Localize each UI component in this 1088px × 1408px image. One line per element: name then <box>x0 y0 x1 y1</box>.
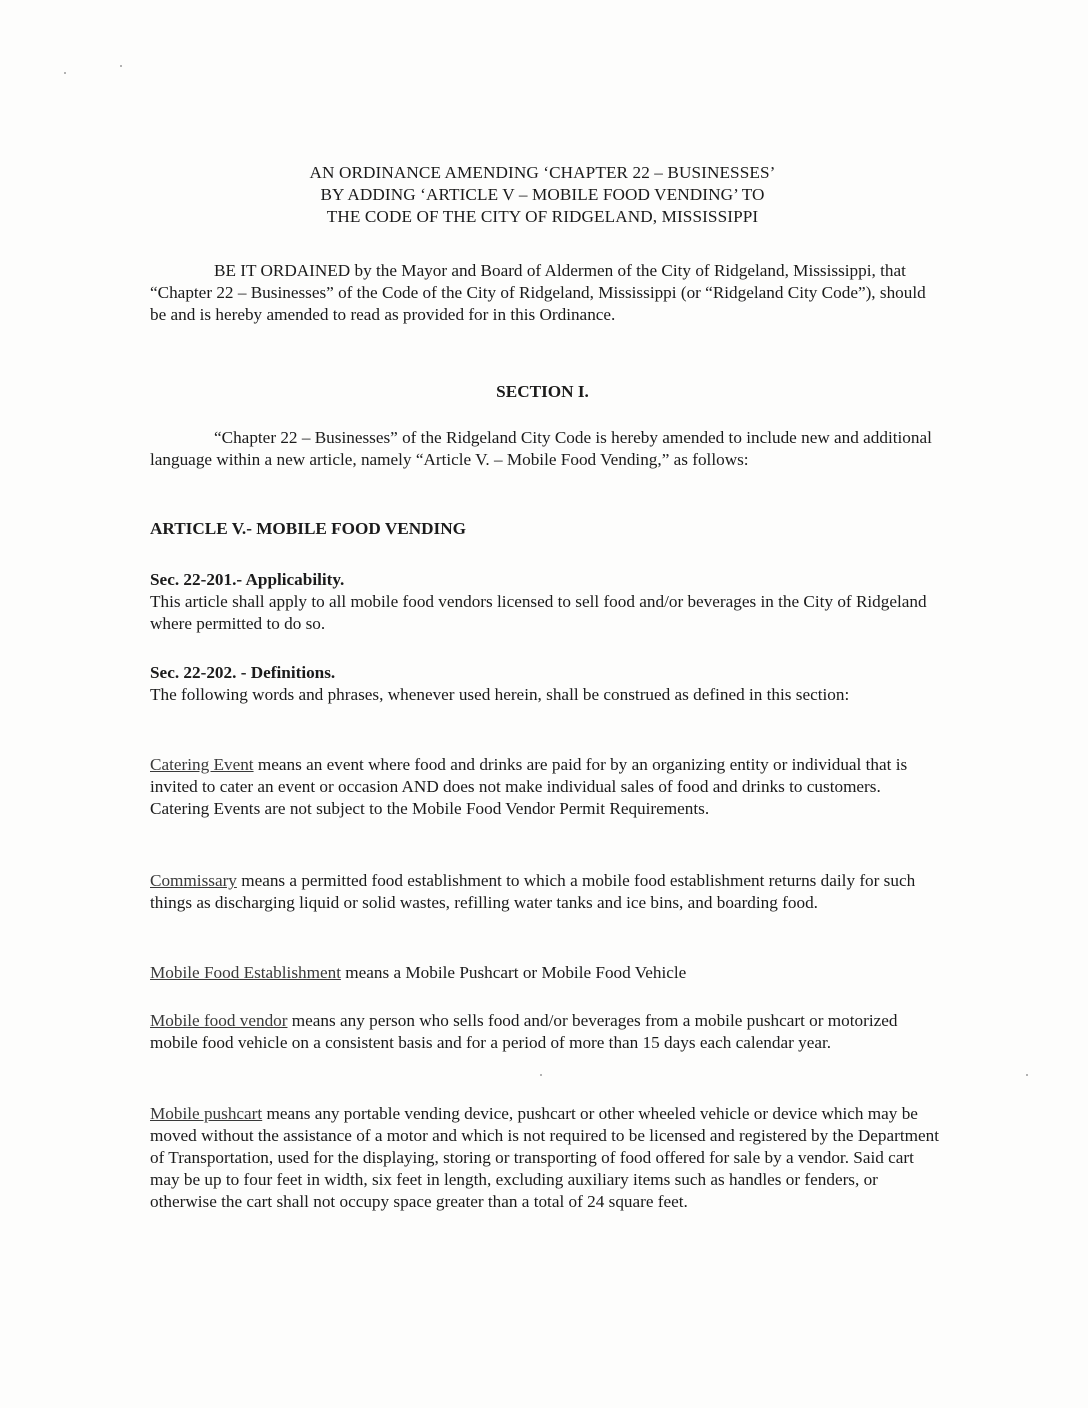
scan-speck <box>120 65 122 67</box>
definition-text: means a Mobile Pushcart or Mobile Food Vehicle <box>340 963 687 982</box>
definition-mobile-food-establishment <box>150 962 940 984</box>
definition-term: Mobile Food Establishment <box>150 963 341 982</box>
definition-commissary <box>150 870 940 914</box>
sec-22-202 <box>150 662 940 706</box>
definition-text: means any portable vending device, pushcart or other wheeled vehicle or device which may be moved without the assistance of a motor and which is not required to be licensed and registered by the Department of Transportation, used for the displaying, storing or transporting of food offered for sale by a vendor. Said cart may be up to four feet in width, six feet in length, excluding auxiliary items such as handles or fenders, or otherwise the cart shall not occupy space greater than a total of 24 square feet. <box>150 1104 939 1211</box>
definition-term: Mobile pushcart <box>150 1104 263 1123</box>
definition-mobile-pushcart <box>150 1103 940 1213</box>
sec-22-201-text: This article shall apply to all mobile food vendors licensed to sell food and/or beverages in the City of Ridgeland where permitted to do so. <box>150 592 927 633</box>
definition-term: Mobile food vendor <box>150 1011 288 1030</box>
definition-text: means an event where food and drinks are paid for by an organizing entity or individual that is invited to cater an event or occasion AND does not make individual sales of food and drinks to customers. Catering Events are not subject to the Mobile Food Vendor Permit Requirements. <box>150 755 908 818</box>
ordinance-title <box>150 162 935 228</box>
definition-text: means a permitted food establishment to which a mobile food establishment returns daily for such things as discharging liquid or solid wastes, refilling water tanks and ice bins, and boarding food. <box>150 871 916 912</box>
sec-22-201-title: Sec. 22-201.- Applicability. <box>150 570 345 589</box>
sec-22-202-title: Sec. 22-202. - Definitions. <box>150 663 336 682</box>
section-heading: SECTION I. <box>496 382 589 401</box>
article-heading: ARTICLE V.- MOBILE FOOD VENDING <box>150 519 466 538</box>
title-line-2: BY ADDING ‘ARTICLE V – MOBILE FOOD VENDING’ TO <box>320 185 765 204</box>
scan-speck <box>1026 1074 1028 1076</box>
scan-speck <box>540 1074 542 1076</box>
section-paragraph: “Chapter 22 – Businesses” of the Ridgeland City Code is hereby amended to include new and additional language within a new article, namely “Article V. – Mobile Food Vending,” as follows: <box>150 428 932 469</box>
definition-mobile-food-vendor <box>150 1010 940 1054</box>
definition-text: means any person who sells food and/or beverages from a mobile pushcart or motorized mobile food vehicle on a consistent basis and for a period of more than 15 days each calendar year. <box>150 1011 898 1052</box>
scan-speck <box>64 72 66 74</box>
title-line-3: THE CODE OF THE CITY OF RIDGELAND, MISSISSIPPI <box>326 207 759 226</box>
sec-22-201 <box>150 569 940 635</box>
sec-22-202-text: The following words and phrases, whenever used herein, shall be construed as defined in this section: <box>150 685 850 704</box>
intro-paragraph: BE IT ORDAINED by the Mayor and Board of Aldermen of the City of Ridgeland, Mississippi, that “Chapter 22 – Businesses” of the Code of the City of Ridgeland, Mississippi (or “Ridgeland City Code”), should be and is hereby amended to read as provided for in this Ordinance. <box>150 261 926 324</box>
definition-catering-event <box>150 754 940 820</box>
title-line-1: AN ORDINANCE AMENDING ‘CHAPTER 22 – BUSINESSES’ <box>309 163 776 182</box>
definition-term: Catering Event <box>150 755 254 774</box>
definition-term: Commissary <box>150 871 237 890</box>
